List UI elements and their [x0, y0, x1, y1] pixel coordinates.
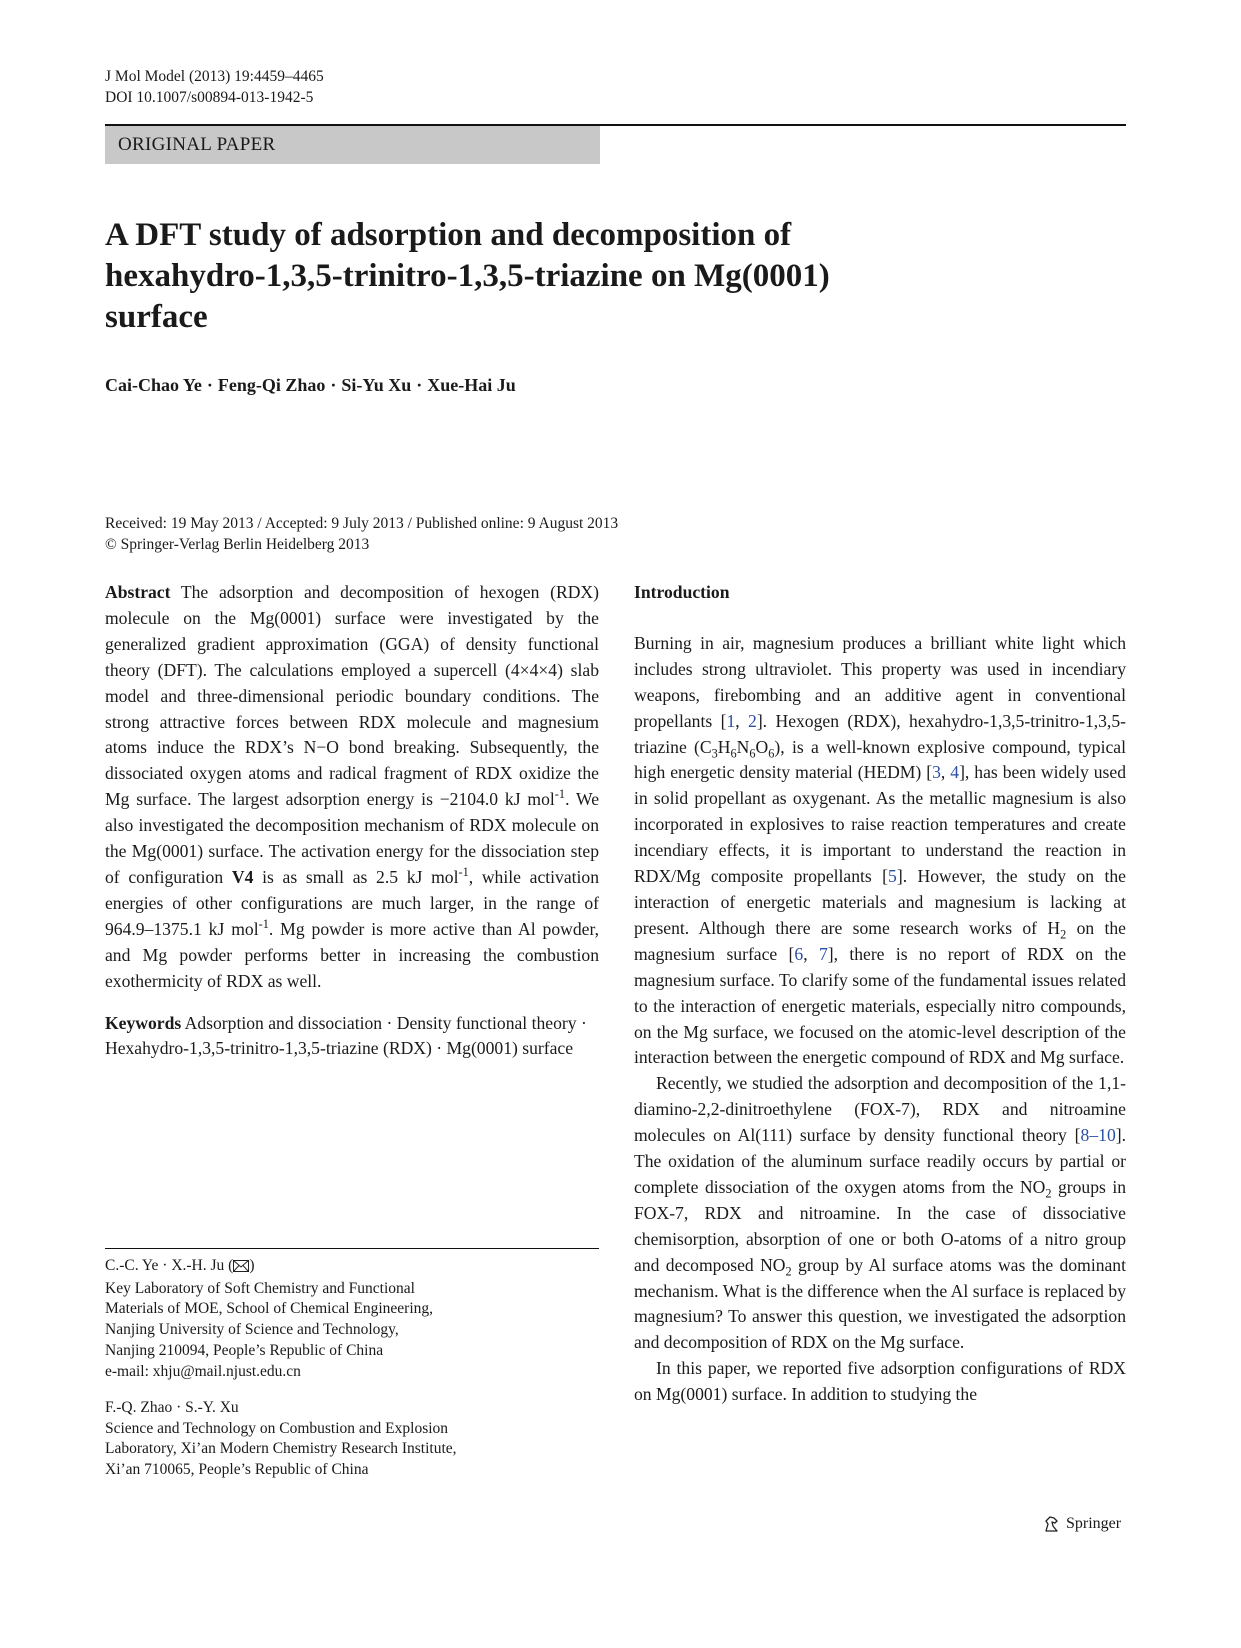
author: Feng-Qi Zhao — [217, 375, 326, 395]
citation-link[interactable]: 7 — [818, 943, 828, 964]
abstract-label: Abstract — [105, 582, 171, 602]
affiliation-line: Laboratory, Xi’an Modern Chemistry Research Institute, — [105, 1440, 457, 1458]
citation-link[interactable]: 6 — [794, 943, 804, 964]
affiliation-line: Science and Technology on Combustion and Explosion — [105, 1419, 449, 1437]
author-separator: · — [330, 375, 337, 395]
citation-link[interactable]: 1 — [726, 710, 736, 731]
citation-link[interactable]: 2 — [748, 710, 757, 731]
received-line: Received: 19 May 2013 / Accepted: 9 July 2013 / Published online: 9 August 2013 — [105, 515, 619, 532]
section-label: ORIGINAL PAPER — [105, 126, 600, 164]
affiliation-names: C.-C. Ye · X.-H. Ju ( ) — [105, 1256, 433, 1279]
affiliation-line: Materials of MOE, School of Chemical Engineering, — [105, 1300, 434, 1318]
author: Cai-Chao Ye — [105, 375, 202, 395]
citation-link[interactable]: 4 — [950, 762, 960, 783]
springer-horse-icon — [1043, 1515, 1061, 1533]
abstract: Abstract The adsorption and decomposition of hexogen (RDX) molecule on the Mg(0001) surface were investigated by the generalized gradient approximation (GGA) of density functional theory (DFT). The calculations employed a supercell (4×4×4) slab model and three-dimensional periodic boundary conditions. The strong attractive forces between RDX molecule and magnesium atoms induce the RDX’s N−O bond breaking. Subsequently, the dissociated oxygen atoms and radical fragment of RDX oxidize the Mg surface. The largest adsorption energy is −2104.0 kJ mol$^{-1}$. We also investigated the decomposition mechanism of RDX molecule on the Mg(0001) surface. The activation energy for the dissociation step of configuration V4 is as small as 2.5 kJ mol$^{-1}$, while activation energies of other configurations are much larger, in the range of 964.9–1375.1 kJ mol$^{-1}$. Mg powder is more active than Al powder, and Mg powder performs better in increasing the combustion exothermicity of RDX as well. — [105, 582, 600, 991]
intro-paragraph-3: In this paper, we reported five adsorption configurations of RDX on Mg(0001) surface. In addition to studying the — [634, 1358, 1126, 1405]
paper-title: A DFT study of adsorption and decomposition of hexahydro-1,3,5-trinitro-1,3,5-triazine on Mg(0001) surface — [105, 217, 830, 335]
affiliation-block — [105, 1398, 457, 1481]
intro-paragraph-1: Burning in air, magnesium produces a brilliant white light which includes strong ultraviolet. This property was used in incendiary weapons, firebombing and an additive agent in conventional propellants [1, 2]. Hexogen (RDX), hexahydro-1,3,5-trinitro-1,3,5-triazine $(C_3H_6N_6O_6)$, is a well-known explosive compound, typical high energetic density material (HEDM) [3, 4], has been widely used in solid propellant as oxygenant. As the metallic magnesium is also incorporated in explosives to raise reaction temperatures and create incendiary effects, it is important to understand the reaction in RDX/Mg composite propellants [5]. However, the study on the interaction of energetic materials and magnesium is lacking at present. Although there are some research works of $H_2$ on the magnesium surface [6, 7], there is no report of RDX on the magnesium surface. To clarify some of the fundamental issues related to the interaction of energetic materials, especially nitro compounds, on the Mg surface, we focused on the atomic-level description of the interaction between the energetic compound of RDX and Mg surface. — [634, 632, 1127, 1068]
affiliation-names: F.-Q. Zhao · S.-Y. Xu — [105, 1399, 239, 1416]
keywords: Keywords Adsorption and dissociation · Density functional theory · Hexahydro-1,3,5-trinitro-1,3,5-triazine (RDX) · Mg(0001) surface — [105, 1012, 587, 1059]
journal-citation — [105, 66, 324, 108]
author-separator: · — [206, 375, 213, 395]
left-column — [105, 580, 599, 1062]
section-heading-introduction: Introduction — [634, 582, 730, 602]
affiliation-line: Key Laboratory of Soft Chemistry and Functional — [105, 1279, 415, 1297]
affiliation-rule — [105, 1248, 599, 1249]
author-list — [105, 375, 516, 396]
author-separator: · — [416, 375, 423, 395]
keywords-label: Keywords — [105, 1012, 182, 1033]
publisher-name: Springer — [1066, 1515, 1122, 1532]
affiliation-line: Nanjing 210094, People’s Republic of China — [105, 1341, 384, 1359]
copyright-line: © Springer-Verlag Berlin Heidelberg 2013 — [105, 536, 370, 553]
author: Xue-Hai Ju — [427, 375, 516, 395]
doi-line: DOI 10.1007/s00894-013-1942-5 — [105, 89, 314, 106]
author: Si-Yu Xu — [341, 375, 412, 395]
affiliation-block — [105, 1256, 433, 1382]
publisher-logo — [1043, 1515, 1121, 1533]
citation-link[interactable]: 8–10 — [1080, 1125, 1116, 1146]
config-label: V4 — [231, 866, 254, 887]
email-link[interactable]: e-mail: xhju@mail.njust.edu.cn — [105, 1362, 301, 1380]
affiliation-line: Nanjing University of Science and Technology, — [105, 1321, 399, 1339]
intro-paragraph-2: Recently, we studied the adsorption and decomposition of the 1,1-diamino-2,2-dinitroethylene (FOX-7), RDX and nitroamine molecules on Al(111) surface by density functional theory [8–10]. The oxidation of the aluminum surface readily occurs by partial or complete dissociation of the oxygen atoms from the $NO_2$ groups in FOX-7, RDX and nitroamine. In the case of dissociative chemisorption, absorption of one or both O-atoms of a nitro group and decomposed $NO_2$ group by Al surface atoms was the dominant mechanism. What is the difference when the Al surface is replaced by magnesium? To answer this question, we investigated the adsorption and decomposition of RDX on the Mg surface. — [634, 1073, 1127, 1353]
publication-dates — [105, 513, 618, 555]
envelope-icon — [233, 1258, 249, 1279]
right-column — [634, 580, 1126, 1408]
citation-link[interactable]: 3 — [932, 762, 941, 783]
citation-link[interactable]: 5 — [888, 866, 897, 887]
affiliation-line: Xi’an 710065, People’s Republic of China — [105, 1461, 369, 1479]
journal-line: J Mol Model (2013) 19:4459–4465 — [105, 68, 324, 85]
